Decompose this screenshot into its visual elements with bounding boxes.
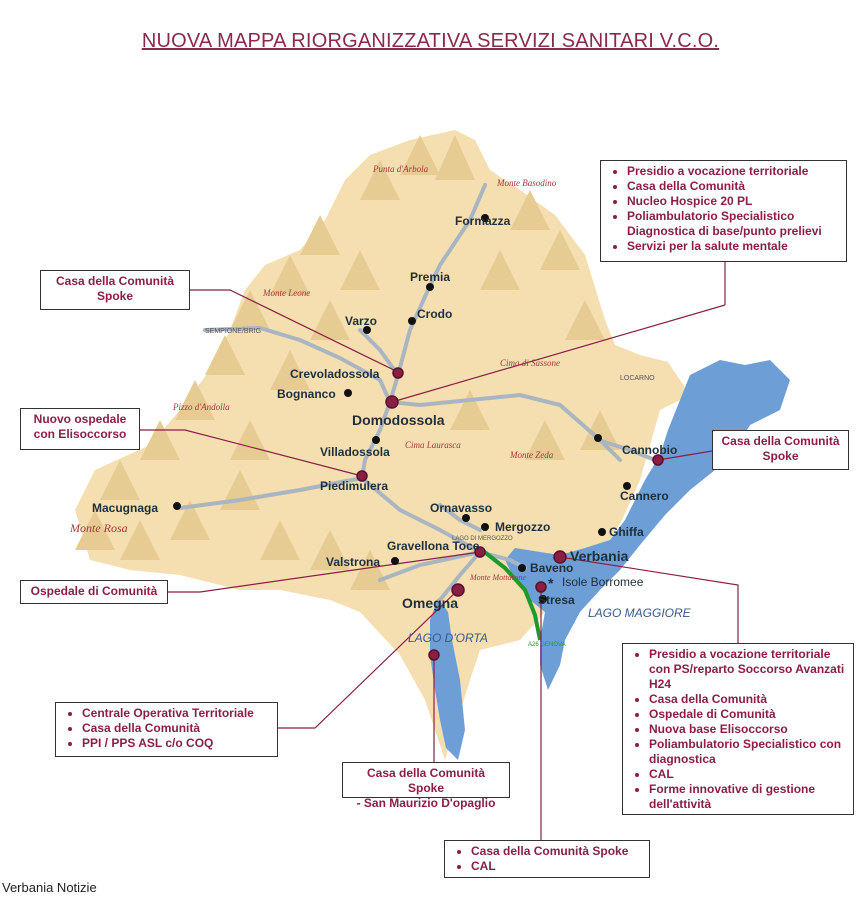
svg-text:SEMPIONE/BRIG: SEMPIONE/BRIG [205,328,262,335]
box-san-maurizio: Casa della Comunità Spoke - San Maurizio D'opaglio [342,762,510,798]
svg-text:Cima Laurasca: Cima Laurasca [405,440,461,450]
svg-text:Monte Basodino: Monte Basodino [497,178,557,188]
box-item: • Poliambulatorio Specialistico con diagnostica [649,737,849,767]
label-ghiffa: Ghiffa [609,525,644,539]
box-item: • PPI / PPS ASL c/o COQ [82,736,273,751]
label-villadossola: Villadossola [320,445,390,459]
svg-text:Monte Leone: Monte Leone [263,288,311,298]
box-item: • CAL [649,767,849,782]
box-item: • CAL [471,859,645,874]
box-item: • Nuova base Elisoccorso [649,722,849,737]
box-item: • Presidio a vocazione territoriale con PS/reparto Soccorso Avanzati H24 [649,647,849,692]
box-item: • Forme innovative di gestione dell'attività [649,782,849,812]
label-stresa: Stresa [538,593,575,607]
svg-text:Monte Mottarone: Monte Mottarone [470,573,526,582]
label-crodo: Crodo [417,307,453,321]
box-domodossola [600,160,847,262]
svg-text:Cima di Sassone: Cima di Sassone [500,358,561,368]
box-item: • Casa della Comunità [649,692,849,707]
label-macugnaga: Macugnaga [92,501,159,515]
svg-text:A26 GENOVA: A26 GENOVA [528,642,566,648]
label-cannero: Cannero [620,489,669,503]
svg-text:LAGO MAGGIORE: LAGO MAGGIORE [588,606,691,620]
label-isole: Isole Borromee [562,575,644,589]
box-omegna [55,702,278,757]
box-cannobio: Casa della Comunità Spoke [712,430,849,470]
label-gravellona: Gravellona Toce [387,539,480,553]
box-item: • Casa della Comunità [82,721,273,736]
label-bognanco: Bognanco [277,387,336,401]
label-mergozzo: Mergozzo [495,520,551,534]
label-premia: Premia [410,270,451,284]
box-stresa [444,840,650,878]
label-formazza: Formazza [455,214,511,228]
svg-text:LAGO D'ORTA: LAGO D'ORTA [408,631,488,645]
label-ornavasso: Ornavasso [430,501,493,515]
svg-text:LOCARNO: LOCARNO [620,375,655,382]
label-cannobio: Cannobio [622,443,678,457]
label-crevoladossola: Crevoladossola [290,367,380,381]
svg-text:Punta d'Arbola: Punta d'Arbola [373,164,429,174]
credit-text: Verbania Notizie [2,880,97,895]
label-baveno: Baveno [530,561,574,575]
label-varzo: Varzo [345,314,378,328]
svg-text:LAGO DI MERGOZZO: LAGO DI MERGOZZO [452,536,513,542]
box-verbania [622,643,854,815]
box-item: • Nucleo Hospice 20 PL [627,194,842,209]
label-valstrona: Valstrona [326,555,381,569]
box-crevoladossola: Casa della Comunità Spoke [40,270,190,310]
page-title: NUOVA MAPPA RIORGANIZZATIVA SERVIZI SANITARI V.C.O. [141,30,720,52]
box-item: • Poliambulatorio Specialistico Diagnostica di base/punto prelievi [627,209,842,239]
label-verbania: Verbania [570,548,629,564]
box-item: • Presidio a vocazione territoriale [627,164,842,179]
box-item: • Casa della Comunità [627,179,842,194]
label-domodossola: Domodossola [352,412,445,428]
svg-text:Pizzo d'Andolla: Pizzo d'Andolla [173,402,230,412]
box-item: • Ospedale di Comunità [649,707,849,722]
svg-text:Monte Zeda: Monte Zeda [510,450,554,460]
label-piedimulera: Piedimulera [320,479,389,493]
box-piedimulera: Nuovo ospedale con Elisoccorso [20,408,140,450]
box-item: • Casa della Comunità Spoke [471,844,645,859]
svg-text:Monte Rosa: Monte Rosa [70,521,128,535]
label-omegna: Omegna [402,595,459,611]
box-item: • Centrale Operativa Territoriale [82,706,273,721]
box-gravellona: Ospedale di Comunità [20,580,168,604]
isole-asterisk: * [548,575,554,591]
box-item: • Servizi per la salute mentale [627,239,842,254]
